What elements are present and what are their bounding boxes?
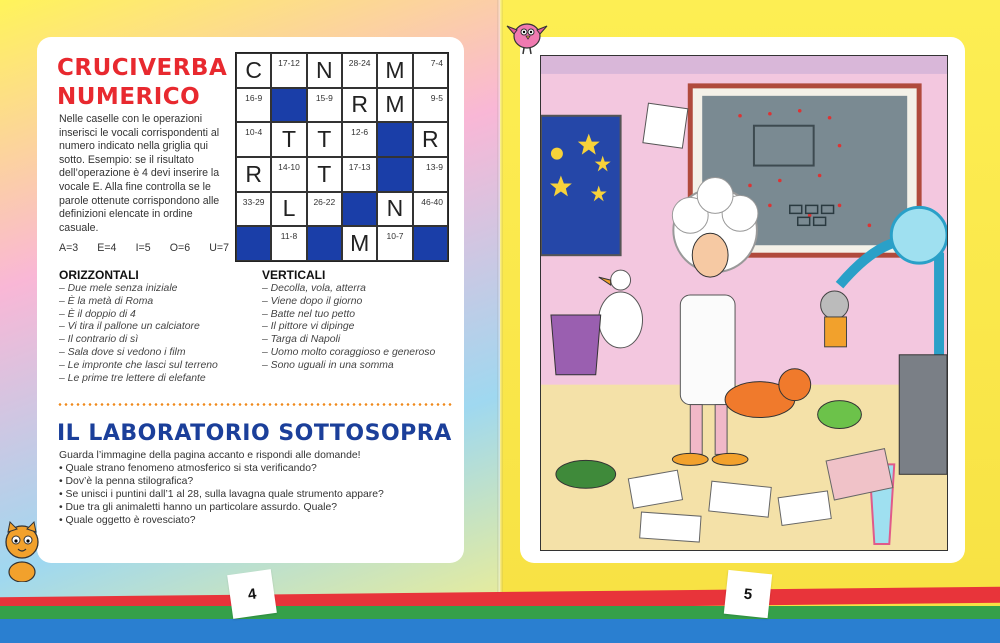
grid-cell-operation xyxy=(413,53,448,88)
verticali-clue: – Il pittore vi dipinge xyxy=(262,321,355,333)
mouse-figure xyxy=(821,291,849,347)
grid-cell-letter: T xyxy=(307,122,342,157)
book-spine xyxy=(497,0,503,643)
operation-label: 13-9 xyxy=(425,162,443,172)
grid-cell-operation xyxy=(342,53,377,88)
page-number-right xyxy=(724,570,772,618)
operation-label: 7-4 xyxy=(430,58,443,68)
crossword-instructions: Nelle caselle con le operazioni inserisci le vocali corrispondenti al numero indicato nella griglia qui sotto. Esempio: se il risultato dell’operazione è 4 devi inserire la vocale E. Alla fine controlla se le parole ottenute corrispondono alle definizioni elencate in ordine casuale. xyxy=(59,113,220,234)
grid-cell-operation xyxy=(413,88,448,123)
operation-label: 9-5 xyxy=(430,92,443,103)
grid-cell-letter: L xyxy=(271,192,306,227)
grid-cell-operation xyxy=(413,192,448,227)
grid-cell-operation xyxy=(307,192,342,227)
verticali-clue: – Batte nel tuo petto xyxy=(262,308,356,320)
grid-cell-letter: T xyxy=(307,157,342,192)
operation-label: 14-10 xyxy=(278,162,300,172)
dotted-divider xyxy=(57,403,454,406)
grid-cell-operation xyxy=(236,122,271,157)
operation-label: 15-9 xyxy=(315,92,333,103)
operation-label: 33-29 xyxy=(242,196,265,207)
grid-cell-letter: M xyxy=(342,226,377,261)
page-number-5: 5 xyxy=(742,585,754,603)
orizzontali-clue: – Sala dove si vedono i film xyxy=(59,346,186,358)
blue-stripe xyxy=(0,619,1000,643)
grid-cell-operation xyxy=(342,122,377,157)
grid-cell-letter: R xyxy=(342,88,377,123)
grid-cell-operation xyxy=(271,53,306,88)
grid-cell-letter: R xyxy=(413,122,448,157)
frog-figure xyxy=(818,401,862,429)
grid-cell-blocked xyxy=(271,88,306,123)
verticali-heading: VERTICALI xyxy=(262,268,326,282)
grid-cell-letter: M xyxy=(377,53,412,88)
operation-label: 46-40 xyxy=(421,196,443,207)
operation-label: 16-9 xyxy=(245,92,263,103)
operation-label: 17-12 xyxy=(278,58,300,68)
page-number-left xyxy=(227,569,277,619)
grid-cell-operation xyxy=(377,226,412,261)
verticali-clue: – Viene dopo il giorno xyxy=(262,295,363,307)
grid-cell-blocked xyxy=(342,192,377,227)
operation-label: 10-7 xyxy=(386,231,404,242)
orizzontali-clue: – Il contrario di sì xyxy=(59,334,139,346)
orizzontali-clue: – Le prime tre lettere di elefante xyxy=(59,372,206,384)
turtle-figure xyxy=(556,460,616,488)
grid-cell-blocked xyxy=(236,226,271,261)
operation-label: 11-8 xyxy=(280,231,298,242)
grid-cell-letter: R xyxy=(236,157,271,192)
green-stripe xyxy=(0,606,1000,620)
verticali-clue: – Uomo molto coraggioso e generoso xyxy=(262,346,436,358)
grid-cell-letter: N xyxy=(377,192,412,227)
crossword-title-line2: NUMERICO xyxy=(57,84,201,110)
grid-cell-blocked xyxy=(413,226,448,261)
grid-cell-operation xyxy=(342,157,377,192)
grid-cell-letter: M xyxy=(377,88,412,123)
lab-question-list xyxy=(59,462,454,527)
orizzontali-clue: – Due mele senza iniziale xyxy=(59,283,178,294)
lab-question: • Quale strano fenomeno atmosferico si sta verificando? xyxy=(59,462,454,475)
vowel-key xyxy=(59,242,229,254)
page-number-4: 4 xyxy=(246,585,258,603)
vowel-i: I=5 xyxy=(135,242,151,254)
pink-bird-icon xyxy=(505,12,549,56)
verticali-clue: – Targa di Napoli xyxy=(262,334,341,346)
grid-cell-letter: T xyxy=(271,122,306,157)
grid-cell-blocked xyxy=(307,226,342,261)
grid-cell-operation xyxy=(413,157,448,192)
operation-label: 26-22 xyxy=(313,196,336,207)
grid-cell-operation xyxy=(271,226,306,261)
grid-cell-operation xyxy=(271,157,306,192)
operation-label: 12-6 xyxy=(351,127,369,138)
grid-cell-letter: C xyxy=(236,53,271,88)
orizzontali-clue: – È il doppio di 4 xyxy=(59,308,136,320)
orizzontali-clue: – È la metà di Roma xyxy=(59,295,154,307)
vowel-u: U=7 xyxy=(209,242,229,254)
vowel-o: O=6 xyxy=(169,242,191,254)
grid-cell-operation xyxy=(236,88,271,123)
orizzontali-clues xyxy=(59,283,259,385)
lab-question: • Dov’è la penna stilografica? xyxy=(59,475,454,488)
orizzontali-heading: ORIZZONTALI xyxy=(59,268,139,282)
grid-cell-letter: N xyxy=(307,53,342,88)
verticali-clue: – Decolla, vola, atterra xyxy=(262,283,366,294)
lab-question: • Quale oggetto è rovesciato? xyxy=(59,514,454,527)
crossword-title-line1: CRUCIVERBA xyxy=(57,55,228,81)
laboratory-illustration xyxy=(540,55,948,551)
operation-label: 10-4 xyxy=(245,127,263,138)
lab-title: IL LABORATORIO SOTTOSOPRA xyxy=(57,421,452,446)
grid-cell-blocked xyxy=(377,122,412,157)
crossword-grid xyxy=(235,52,449,262)
verticali-clue: – Sono uguali in una somma xyxy=(262,359,394,371)
operation-label: 28-24 xyxy=(348,58,371,68)
lab-question: • Se unisci i puntini dall’1 al 28, sulla lavagna quale strumento appare? xyxy=(59,488,454,501)
grid-cell-operation xyxy=(236,192,271,227)
lab-intro: Guarda l’immagine della pagina accanto e rispondi alle domande! xyxy=(59,450,361,461)
vowel-a: A=3 xyxy=(59,242,79,254)
orange-cat-icon xyxy=(0,520,46,582)
lab-question: • Due tra gli animaletti hanno un particolare assurdo. Quale? xyxy=(59,501,454,514)
operation-label: 17-13 xyxy=(348,162,371,172)
lab-questions-block xyxy=(59,449,454,527)
vowel-e: E=4 xyxy=(97,242,117,254)
orizzontali-clue: – Le impronte che lasci sul terreno xyxy=(59,359,218,371)
verticali-clues xyxy=(262,283,457,373)
orizzontali-clue: – Vi tira il pallone un calciatore xyxy=(59,321,200,333)
grid-cell-operation xyxy=(307,88,342,123)
grid-cell-blocked xyxy=(377,157,412,192)
window-with-stars xyxy=(541,116,621,255)
